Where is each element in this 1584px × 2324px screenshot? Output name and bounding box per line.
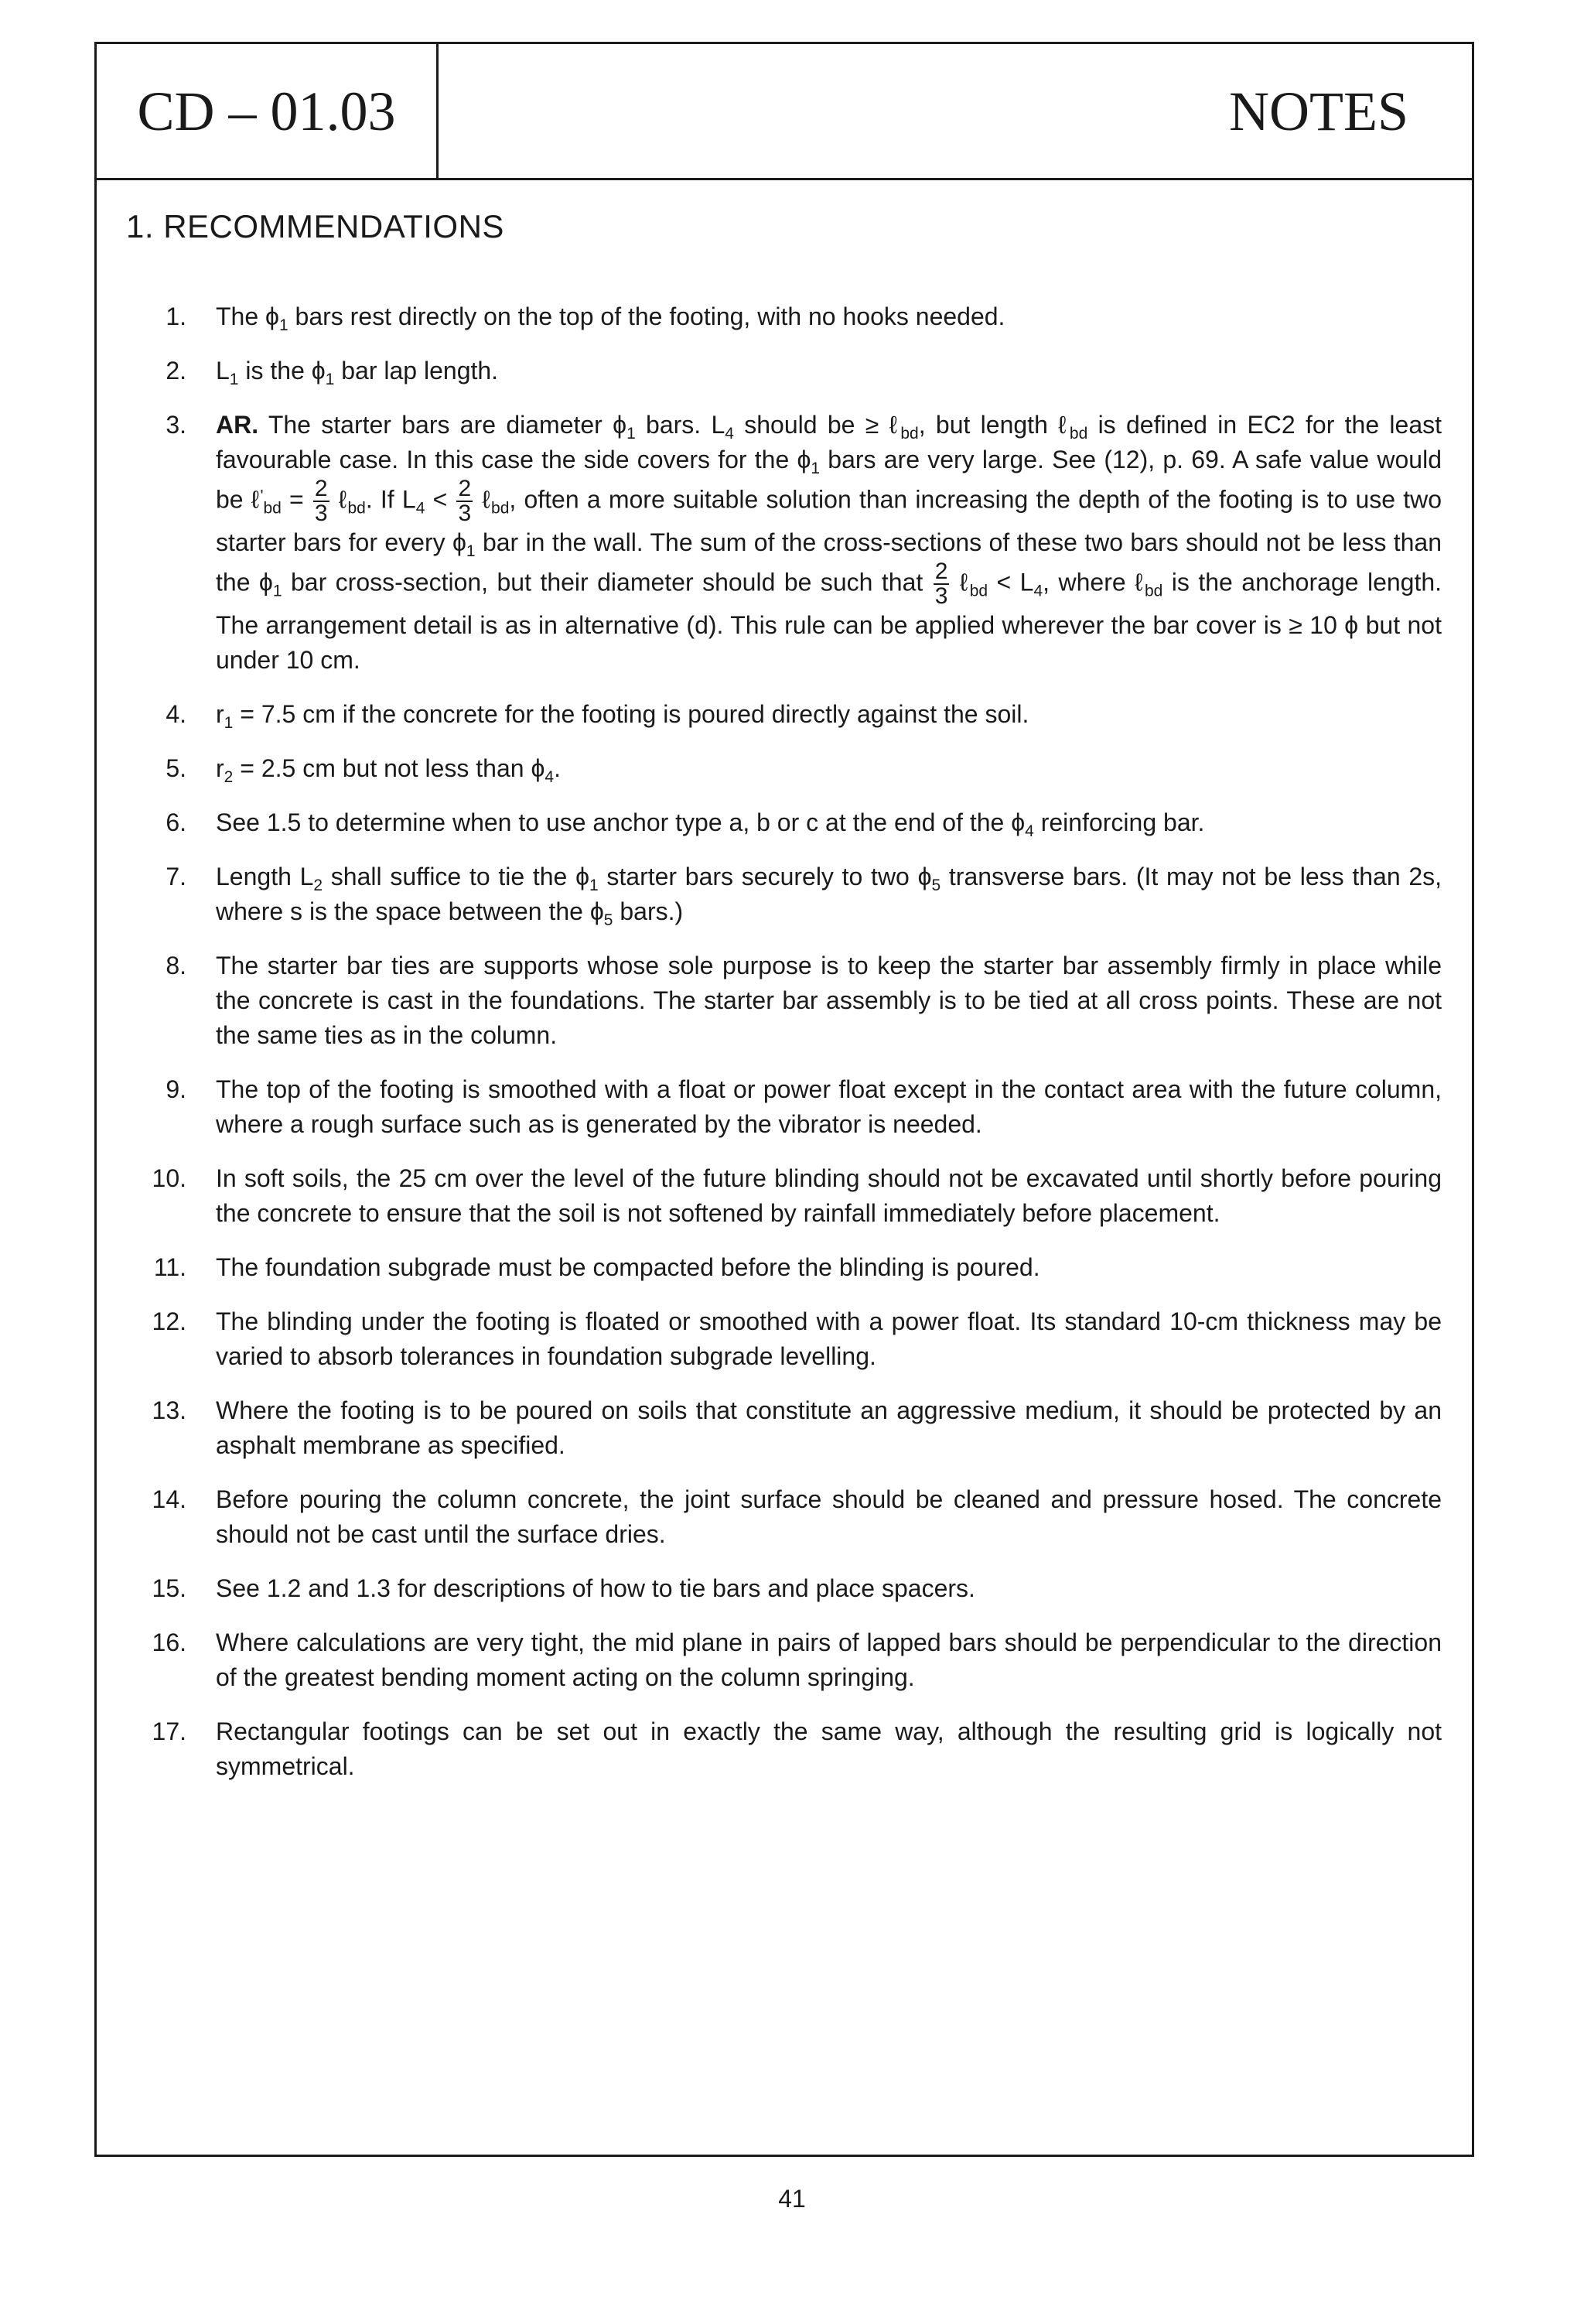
list-item (97, 1714, 1472, 1784)
list-item-number: 9. (166, 1075, 186, 1103)
list-item-text: The blinding under the footing is floated or smoothed with a power float. Its standard 10-cm thickness may be varied to absorb tolerances in foundation subgrade levelling. (216, 1307, 1442, 1370)
list-item-number: 17. (152, 1717, 186, 1745)
page-frame (94, 42, 1474, 2157)
list-item-text: The foundation subgrade must be compacted before the blinding is poured. (216, 1253, 1040, 1281)
list-item (97, 1250, 1472, 1285)
list-item (97, 1161, 1472, 1231)
list-item-number: 16. (152, 1629, 186, 1656)
list-item (97, 948, 1472, 1053)
list-item (97, 1625, 1472, 1695)
document-code: CD – 01.03 (137, 80, 396, 142)
list-item (97, 408, 1472, 678)
recommendations-list (97, 299, 1472, 1803)
list-item-number: 7. (166, 863, 186, 890)
list-item-text: $L_1$ is the $\phi_1$ bar lap length. (216, 357, 499, 388)
list-item-text: Length $L_2$ shall suffice to tie the $\phi_1$ starter bars securely to two $\phi_5$ transverse bars. (It may not be less than 2s, where s is the space between the $\phi_5$ bars.) (216, 863, 1442, 929)
document-title-cell (439, 44, 1472, 178)
list-item-number: 3. (166, 411, 186, 439)
list-item (97, 1072, 1472, 1142)
list-item-number: 6. (166, 808, 186, 836)
section-heading: 1. RECOMMENDATIONS (126, 208, 504, 244)
list-item-number: 2. (166, 357, 186, 384)
list-item-text: The $\phi_1$ bars rest directly on the top of the footing, with no hooks needed. (216, 302, 1005, 334)
list-item (97, 299, 1472, 334)
list-item (97, 1571, 1472, 1606)
list-item-text: $r_1 = 7.5$ cm if the concrete for the footing is poured directly against the soil. (216, 700, 1029, 732)
list-item-text: $r_2 = 2.5$ cm but not less than $\phi_4$. (216, 754, 561, 786)
list-item-number: 5. (166, 754, 186, 782)
list-item (97, 751, 1472, 786)
list-item-number: 10. (152, 1164, 186, 1192)
list-item (97, 805, 1472, 840)
list-item-text: Before pouring the column concrete, the joint surface should be cleaned and pressure hosed. The concrete should not be cast until the surface dries. (216, 1485, 1442, 1548)
list-item-text: Where the footing is to be poured on soils that constitute an aggressive medium, it should be protected by an asphalt membrane as specified. (216, 1396, 1442, 1459)
list-item-text: AR. The starter bars are diameter $\phi_1$ bars. $L_4$ should be ≥ ℓ$_{bd}$, but length ℓ$_{bd}$ is defined in EC2 for the least favourable case. In this case the side covers for the $\phi_1$ bars are very large. See (12), p. 69. A safe value would be ℓ'$_{bd}$ = $\frac{2}{3}$ ℓ$_{bd}$. If $L_4$ < $\frac{2}{3}$ ℓ$_{bd}$, often a more suitable solution than increasing the depth of the footing is to use two starter bars for every $\phi_1$ bar in the wall. The sum of the cross-sections of these two bars should not be less than the $\phi_1$ bar cross-section, but their diameter should be such that $\frac{2}{3}$ ℓ$_{bd}$ < $L_4$, where ℓ$_{bd}$ is the anchorage length. The arrangement detail is as in alternative (d). This rule can be applied wherever the bar cover is ≥ 10 ϕ but not under 10 cm. (216, 411, 1442, 674)
document-header (97, 44, 1472, 180)
list-item (97, 1304, 1472, 1374)
list-item (97, 354, 1472, 388)
list-item (97, 697, 1472, 732)
list-item-text: Rectangular footings can be set out in exactly the same way, although the resulting grid is logically not symmetrical. (216, 1717, 1442, 1780)
document-title: NOTES (1229, 80, 1408, 142)
list-item-number: 12. (152, 1307, 186, 1335)
list-item-text: The starter bar ties are supports whose sole purpose is to keep the starter bar assembly firmly in place while the concrete is cast in the foundations. The starter bar assembly is to be tied at all cross points. These are not the same ties as in the column. (216, 952, 1442, 1049)
list-item-number: 4. (166, 700, 186, 728)
list-item (97, 860, 1472, 929)
list-item-number: 1. (166, 302, 186, 330)
list-item (97, 1482, 1472, 1552)
page-number: 41 (778, 2185, 806, 2213)
list-item-number: 8. (166, 952, 186, 979)
list-item-text: Where calculations are very tight, the mid plane in pairs of lapped bars should be perpendicular to the direction of the greatest bending moment acting on the column springing. (216, 1629, 1442, 1691)
list-item-text: See 1.2 and 1.3 for descriptions of how to tie bars and place spacers. (216, 1574, 975, 1602)
list-item-number: 11. (153, 1253, 186, 1281)
list-item-number: 14. (152, 1485, 186, 1513)
document-code-cell (97, 44, 439, 178)
list-item-text: See 1.5 to determine when to use anchor type a, b or c at the end of the $\phi_4$ reinforcing bar. (216, 808, 1205, 840)
list-item-text: The top of the footing is smoothed with a float or power float except in the contact area with the future column, where a rough surface such as is generated by the vibrator is needed. (216, 1075, 1442, 1138)
list-item-text: In soft soils, the 25 cm over the level of the future blinding should not be excavated until shortly before pouring the concrete to ensure that the soil is not softened by rainfall immediately before placement. (216, 1164, 1442, 1227)
list-item-number: 13. (152, 1396, 186, 1424)
list-item-number: 15. (152, 1574, 186, 1602)
list-item (97, 1393, 1472, 1463)
